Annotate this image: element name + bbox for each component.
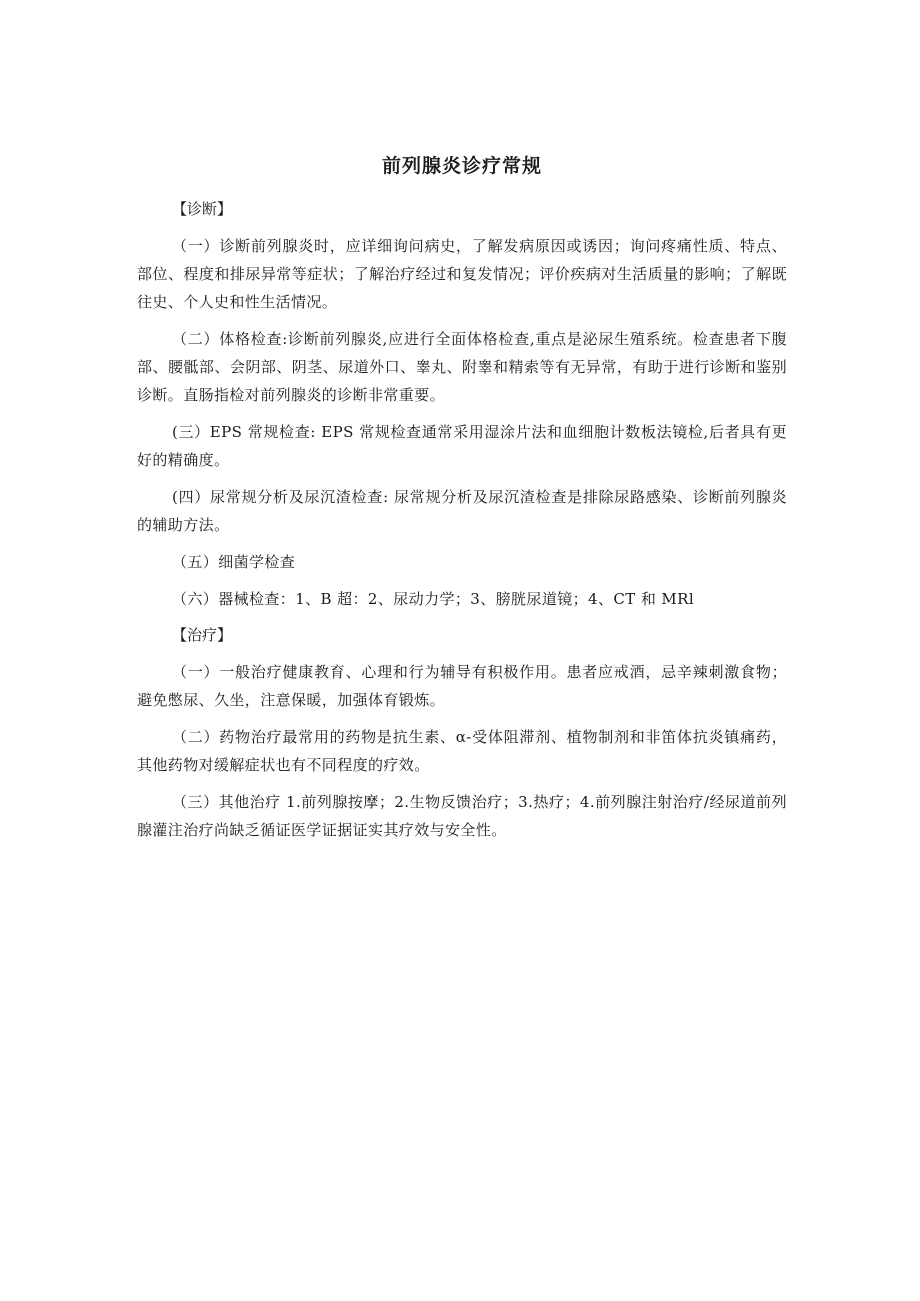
treatment-item-3: （三）其他治疗 1.前列腺按摩；2.生物反馈治疗；3.热疗；4.前列腺注射治疗/经尿道前列腺灌注治疗尚缺乏循证医学证据证实其疗效与安全性。	[137, 793, 787, 839]
diagnosis-item-6: （六）器械检查：1、B 超：2、尿动力学；3、膀胱尿道镜；4、CT 和 MRl	[172, 590, 695, 608]
treatment-item-1: （一）一般治疗健康教育、心理和行为辅导有积极作用。患者应戒酒，忌辛辣刺激食物；避免憋尿、久坐，注意保暖，加强体育锻炼。	[137, 663, 787, 709]
diagnosis-item-4: (四）尿常规分析及尿沉渣检查: 尿常规分析及尿沉渣检查是排除尿路感染、诊断前列腺炎的辅助方法。	[137, 488, 787, 534]
diagnosis-item-2: （二）体格检查:诊断前列腺炎,应进行全面体格检查,重点是泌尿生殖系统。检查患者下腹部、腰骶部、会阴部、阴茎、尿道外口、睾丸、附睾和精索等有无异常，有助于进行诊断和鉴别诊断。直肠指检对前列腺炎的诊断非常重要。	[137, 330, 787, 404]
diagnosis-item-1: （一）诊断前列腺炎时，应详细询问病史，了解发病原因或诱因；询问疼痛性质、特点、部位、程度和排尿异常等症状；了解治疗经过和复发情况；评价疾病对生活质量的影响；了解既往史、个人史和性生活情况。	[137, 237, 787, 311]
diagnosis-item-3: (三）EPS 常规检查: EPS 常规检查通常采用湿涂片法和血细胞计数板法镜检,后者具有更好的精确度。	[137, 423, 787, 469]
document-page	[137, 150, 787, 853]
document-title: 前列腺炎诊疗常规	[381, 155, 542, 177]
diagnosis-item-5: （五）细菌学检查	[172, 553, 296, 571]
section-heading-treatment: 【治疗】	[172, 626, 233, 644]
treatment-item-2: （二）药物治疗最常用的药物是抗生素、α-受体阻滞剂、植物制剂和非笛体抗炎镇痛药，其他药物对缓解症状也有不同程度的疗效。	[137, 728, 787, 774]
section-heading-diagnosis: 【诊断】	[172, 200, 233, 218]
